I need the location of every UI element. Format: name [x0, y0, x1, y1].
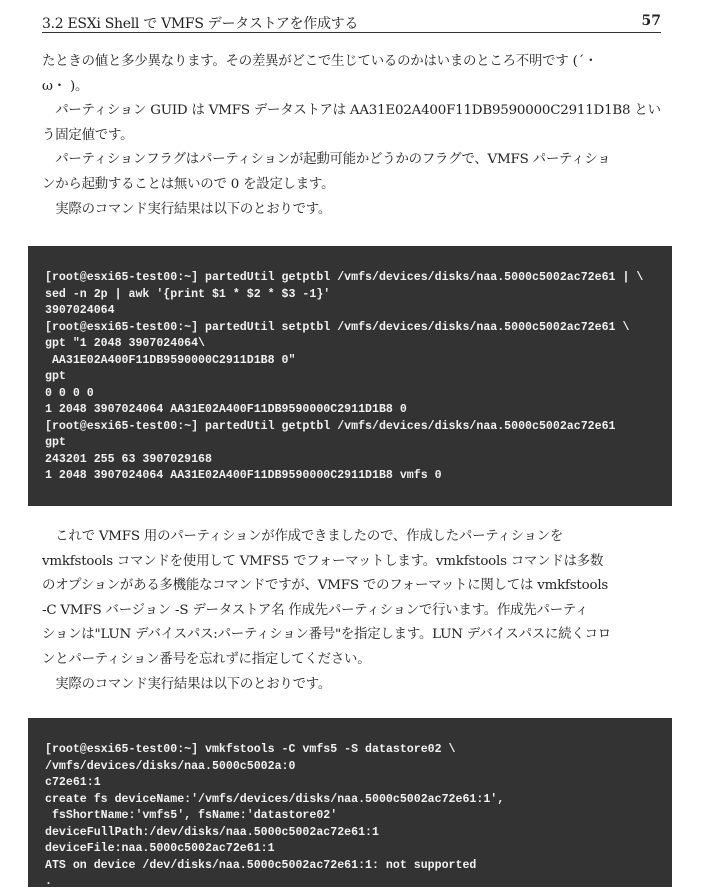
paragraph-block-1	[42, 50, 664, 222]
text-line: パーティション GUID は VMFS データストアは AA31E02A400F11DB9590000C2911D1B8 とい	[42, 103, 661, 119]
code-line: [root@esxi65-test00:~] partedUtil getptbl /vmfs/devices/disks/naa.5000c5002ac72e61 | \	[45, 271, 644, 284]
code-line: gpt	[45, 370, 66, 383]
code-line: .	[45, 875, 52, 888]
code-line: ATS on device /dev/disks/naa.5000c5002ac72e61:1: not supported	[45, 858, 477, 872]
text-line: -C VMFS バージョン -S データストア名 作成先パーティションで行います。作成先パーティ	[42, 602, 589, 618]
code-line: [root@esxi65-test00:~] vmkfstools -C vmfs5 -S datastore02 \	[45, 743, 456, 756]
code-block-2	[28, 718, 672, 887]
text-line: う固定値です。	[42, 127, 134, 143]
code-line: c72e61:1	[45, 776, 101, 789]
code-line: gpt	[45, 436, 66, 449]
text-line: 実際のコマンド実行結果は以下のとおりです。	[42, 676, 332, 692]
code-line: 1 2048 3907024064 AA31E02A400F11DB9590000C2911D1B8 0	[45, 403, 407, 416]
text-line: ンから起動することは無いので 0 を設定します。	[42, 176, 335, 192]
text-line: vmkfstools コマンドを使用して VMFS5 でフォーマットします。vmkfstools コマンドは多数	[42, 553, 604, 569]
code-line: AA31E02A400F11DB9590000C2911D1B8 0"	[45, 353, 296, 367]
paragraph-block-2	[42, 525, 664, 697]
text-line: パーティションフラグはパーティションが起動可能かどうかのフラグで、VMFS パーティショ	[42, 152, 611, 168]
text-line: ンとパーティション番号を忘れずに指定してください。	[42, 651, 371, 667]
code-line: sed -n 2p | awk '{print $1 * $2 * $3 -1}'	[45, 287, 331, 301]
text-line: たときの値と多少異なります。その差異がどこで生じているのかはいまのところ不明です (´・	[42, 54, 598, 69]
code-line: 3907024064	[45, 304, 115, 317]
code-line: fsShortName:'vmfs5', fsName:'datastore02'	[45, 809, 338, 822]
code-block-1	[28, 246, 672, 506]
code-line: [root@esxi65-test00:~] partedUtil getptbl /vmfs/devices/disks/naa.5000c5002ac72e61	[45, 419, 616, 433]
running-header	[42, 12, 661, 33]
code-line: create fs deviceName:'/vmfs/devices/disks/naa.5000c5002ac72e61:1',	[45, 792, 505, 806]
code-line: deviceFullPath:/dev/disks/naa.5000c5002ac72e61:1	[45, 825, 379, 839]
code-line: 0 0 0 0	[45, 386, 94, 400]
text-line: 実際のコマンド実行結果は以下のとおりです。	[42, 201, 332, 217]
code-line: /vmfs/devices/disks/naa.5000c5002a:0	[45, 759, 296, 773]
code-line: [root@esxi65-test00:~] partedUtil setptbl /vmfs/devices/disks/naa.5000c5002ac72e61 \	[45, 320, 630, 334]
section-title: 3.2 ESXi Shell で VMFS データストアを作成する	[42, 16, 359, 32]
code-line: 243201 255 63 3907029168	[45, 452, 212, 466]
code-line: gpt "1 2048 3907024064\	[45, 337, 206, 350]
page-number: 57	[641, 13, 661, 29]
text-line: ションは"LUN デバイスパス:パーティション番号"を指定します。LUN デバイスパスに続くコロ	[42, 627, 611, 643]
text-line: ω・ )。	[42, 78, 89, 94]
code-line: deviceFile:naa.5000c5002ac72e61:1	[45, 842, 275, 855]
text-line: のオプションがある多機能なコマンドですが、VMFS でのフォーマットに関しては vmkfstools	[42, 578, 609, 594]
text-line: これで VMFS 用のパーティションが作成できましたので、作成したパーティションを	[42, 529, 564, 544]
code-line: 1 2048 3907024064 AA31E02A400F11DB9590000C2911D1B8 vmfs 0	[45, 469, 442, 482]
